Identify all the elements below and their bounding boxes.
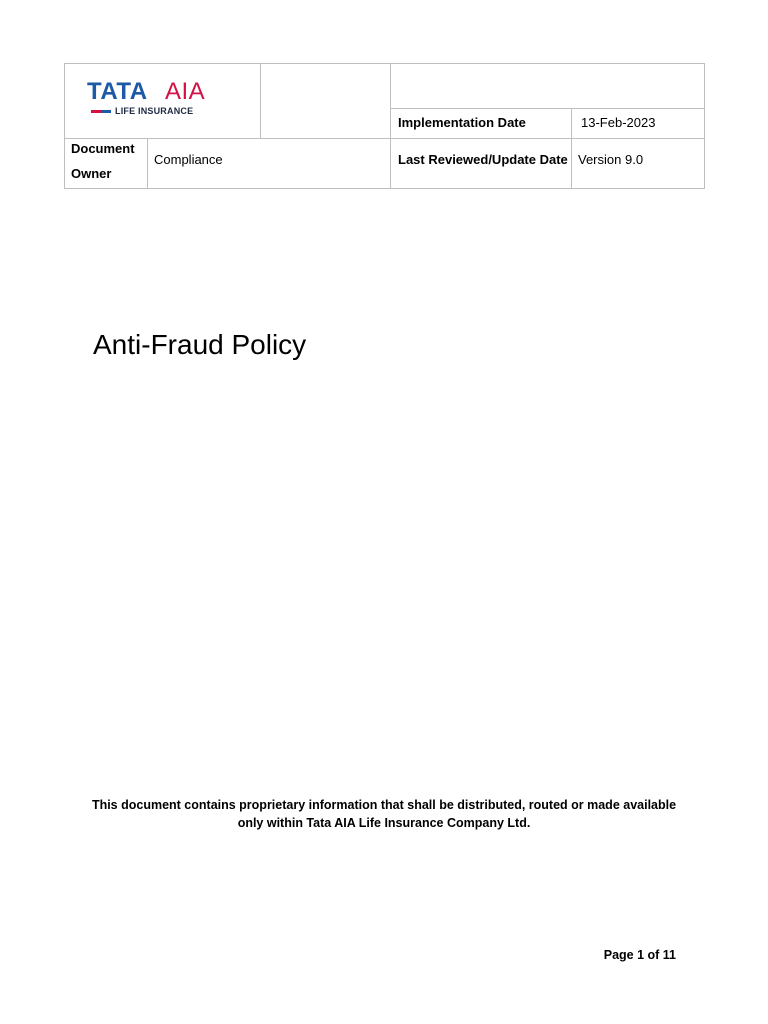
logo-brand-tata: TATA — [87, 78, 148, 105]
confidentiality-notice — [84, 796, 684, 832]
grid-line — [390, 64, 391, 189]
grid-line — [260, 64, 261, 138]
implementation-date-label: Implementation Date — [398, 115, 526, 130]
document-owner-label — [71, 136, 145, 186]
document-title: Anti-Fraud Policy — [93, 329, 307, 360]
confidentiality-line-1: This document contains proprietary information that shall be distributed, routed or made available — [91, 798, 677, 812]
logo-stripe-blue — [101, 110, 111, 113]
logo-tagline: LIFE INSURANCE — [115, 106, 194, 116]
logo-stripe-red — [91, 110, 101, 113]
document-owner-value: Compliance — [154, 152, 223, 167]
confidentiality-line-2: only within Tata AIA Life Insurance Company Ltd. — [237, 816, 531, 830]
grid-line — [571, 108, 572, 189]
last-reviewed-label: Last Reviewed/Update Date — [398, 152, 568, 167]
logo-brand-aia: AIA — [165, 78, 206, 105]
document-owner-label-line2: Owner — [71, 166, 112, 181]
page-number: Page 1 of 11 — [603, 948, 676, 962]
grid-line — [147, 138, 148, 189]
tata-aia-logo — [87, 78, 227, 118]
last-reviewed-value: Version 9.0 — [578, 152, 644, 167]
document-header-table — [64, 63, 705, 189]
document-owner-label-line1: Document — [71, 141, 135, 156]
implementation-date-value: 13-Feb-2023 — [581, 115, 656, 130]
